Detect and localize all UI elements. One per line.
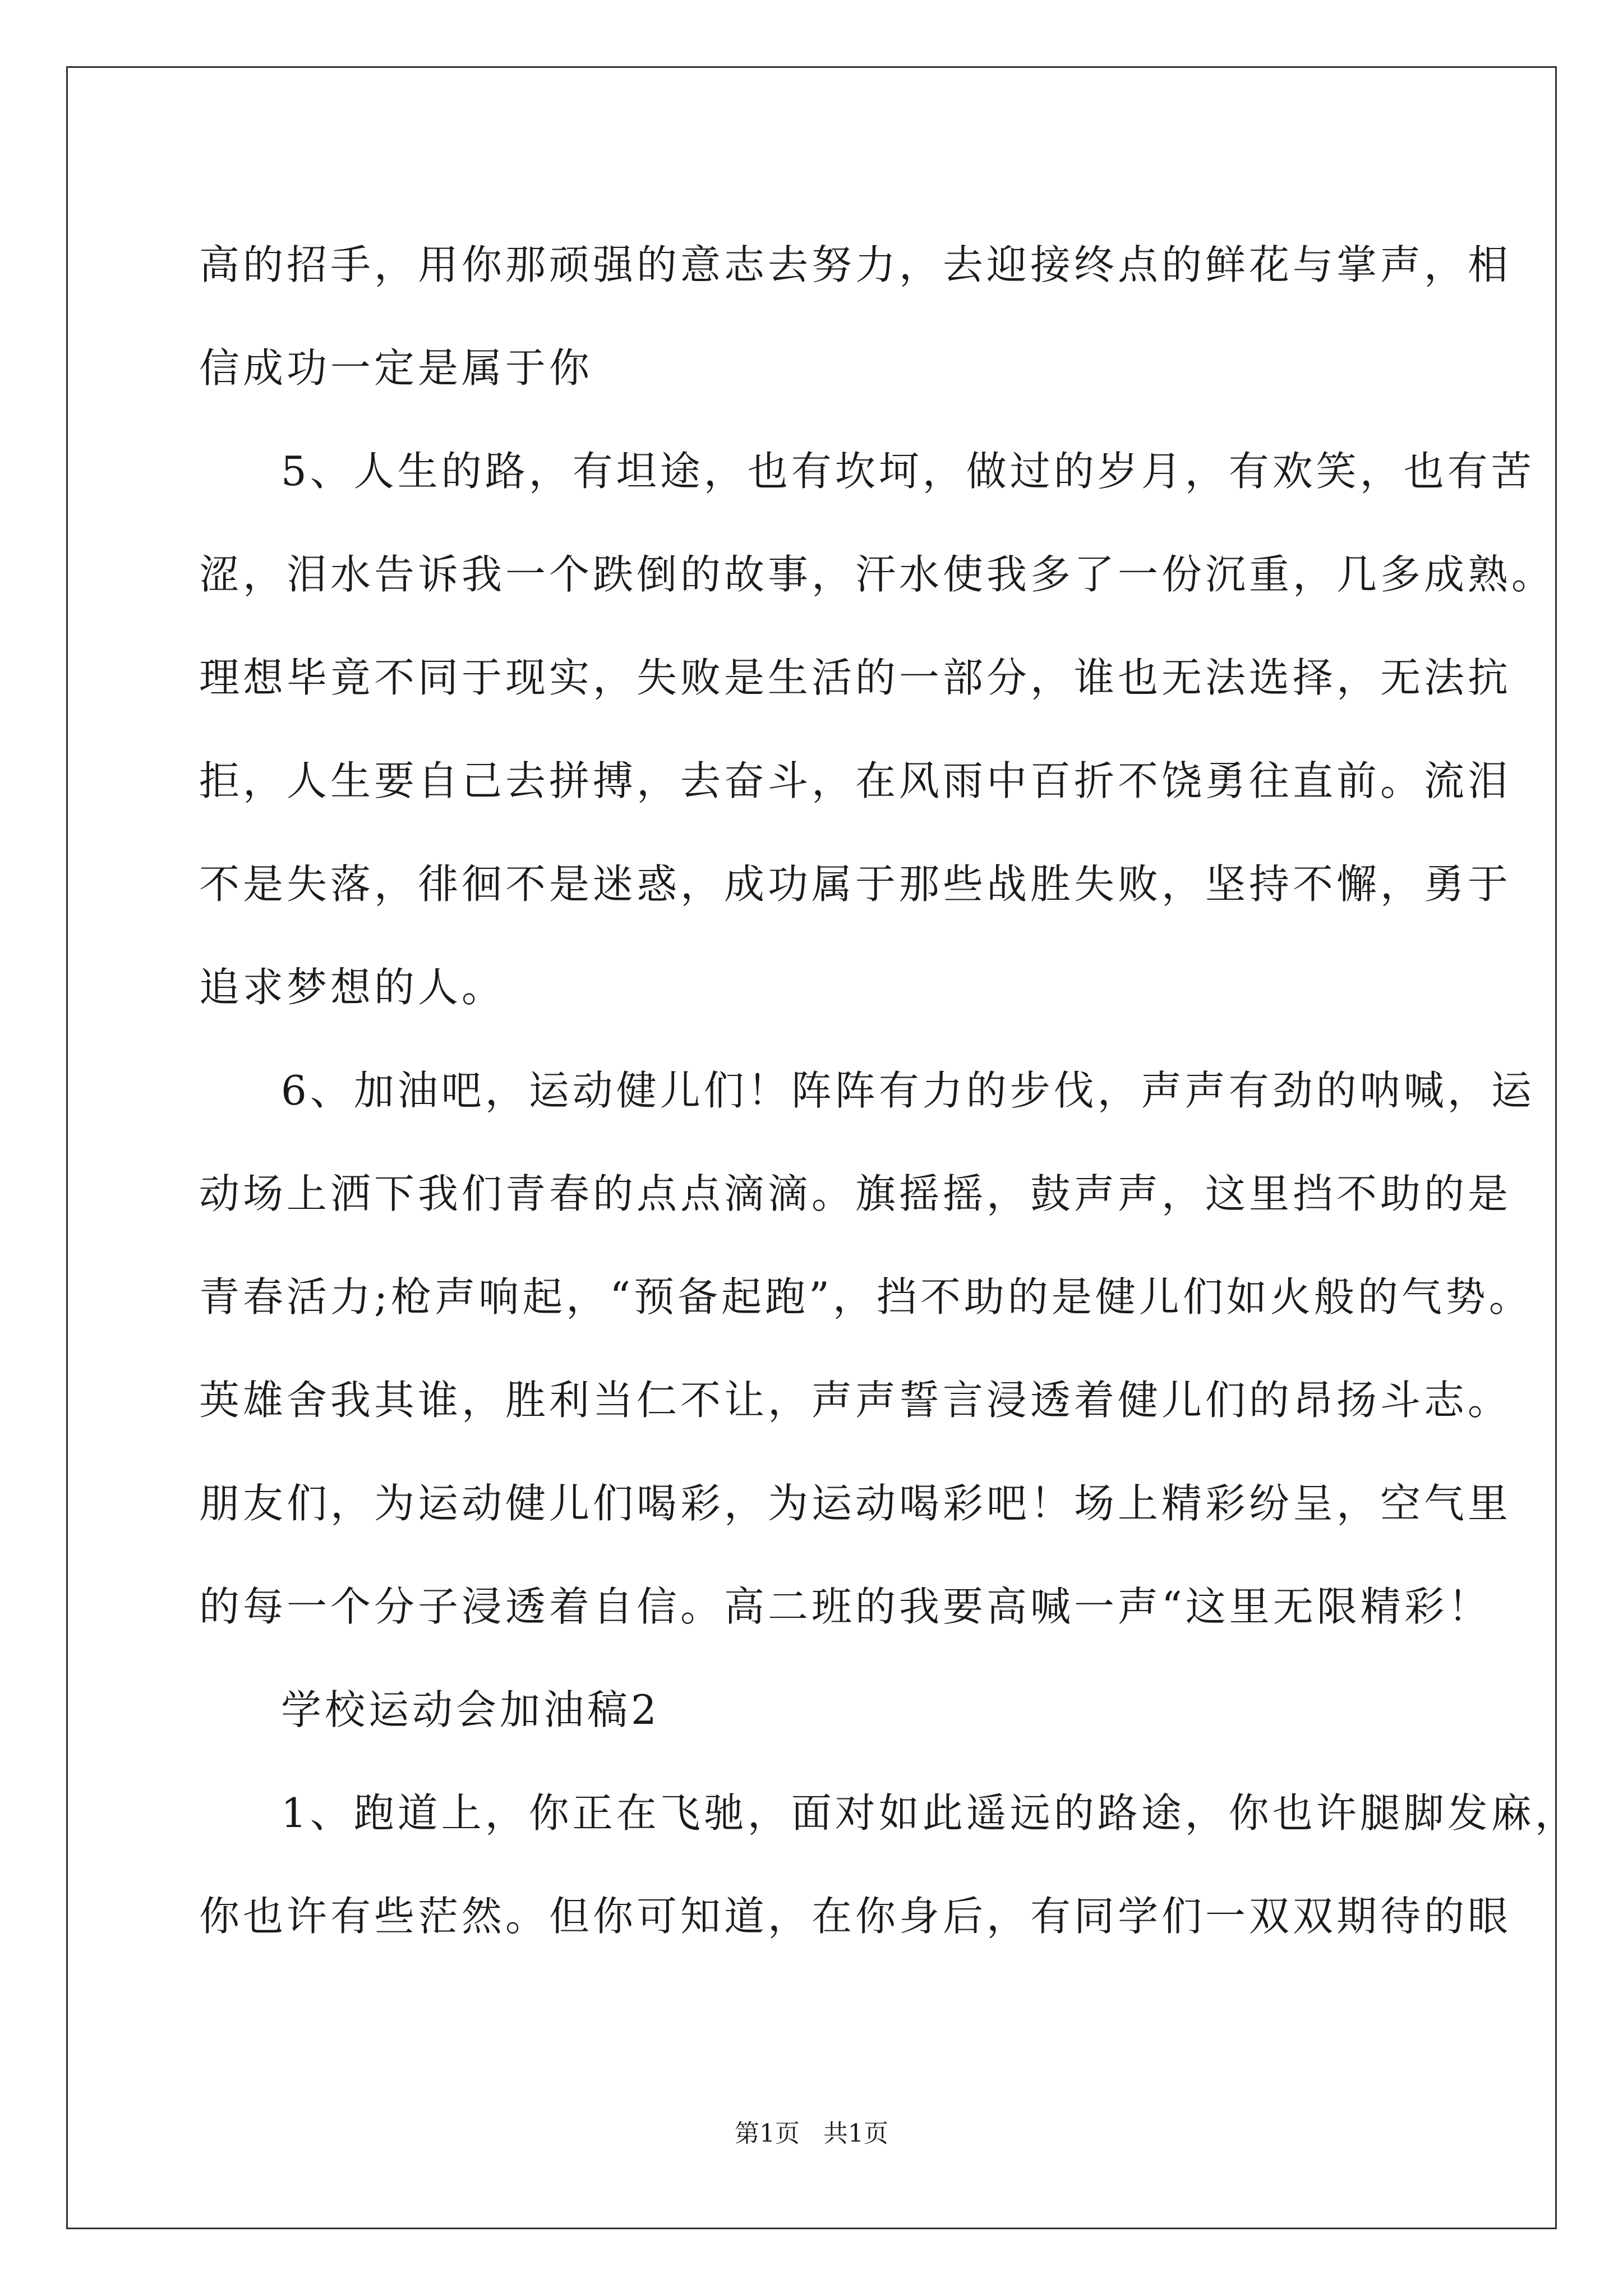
text-line: 信成功一定是属于你 bbox=[199, 344, 593, 392]
page-footer bbox=[0, 2118, 1623, 2150]
text-line: 1、跑道上，你正在飞驰，面对如此遥远的路途，你也许腿脚发麻， bbox=[281, 1789, 1579, 1837]
text-line: 拒，人生要自己去拼搏，去奋斗，在风雨中百折不饶勇往直前。流泪 bbox=[199, 757, 1512, 804]
text-line: 动场上洒下我们青春的点点滴滴。旗摇摇，鼓声声，这里挡不助的是 bbox=[199, 1170, 1512, 1217]
section-heading: 学校运动会加油稿2 bbox=[281, 1686, 660, 1733]
text-line: 青春活力;枪声响起，“预备起跑”，挡不助的是健儿们如火般的气势。 bbox=[199, 1273, 1533, 1320]
text-line: 高的招手，用你那顽强的意志去努力，去迎接终点的鲜花与掌声，相 bbox=[199, 241, 1512, 288]
page-number: 第1页 bbox=[735, 2119, 800, 2148]
text-line: 朋友们，为运动健儿们喝彩，为运动喝彩吧！场上精彩纷呈，空气里 bbox=[199, 1480, 1512, 1527]
text-line: 的每一个分子浸透着自信。高二班的我要高喊一声“这里无限精彩！ bbox=[199, 1583, 1492, 1630]
text-line: 涩，泪水告诉我一个跌倒的故事，汗水使我多了一份沉重，几多成熟。 bbox=[199, 551, 1556, 598]
page-total: 共1页 bbox=[823, 2119, 888, 2148]
text-line: 理想毕竟不同于现实，失败是生活的一部分，谁也无法选择，无法抗 bbox=[199, 654, 1512, 701]
text-line: 5、人生的路，有坦途，也有坎坷，做过的岁月，有欢笑，也有苦 bbox=[281, 448, 1535, 495]
text-line: 6、加油吧，运动健儿们！阵阵有力的步伐，声声有劲的呐喊，运 bbox=[281, 1067, 1535, 1114]
text-line: 英雄舍我其谁，胜利当仁不让，声声誓言浸透着健儿们的昂扬斗志。 bbox=[199, 1377, 1512, 1424]
text-line: 你也许有些茫然。但你可知道，在你身后，有同学们一双双期待的眼 bbox=[199, 1893, 1512, 1940]
document-body bbox=[199, 213, 1579, 1968]
text-line: 追求梦想的人。 bbox=[199, 964, 506, 1011]
text-line: 不是失落，徘徊不是迷惑，成功属于那些战胜失败，坚持不懈，勇于 bbox=[199, 861, 1512, 908]
